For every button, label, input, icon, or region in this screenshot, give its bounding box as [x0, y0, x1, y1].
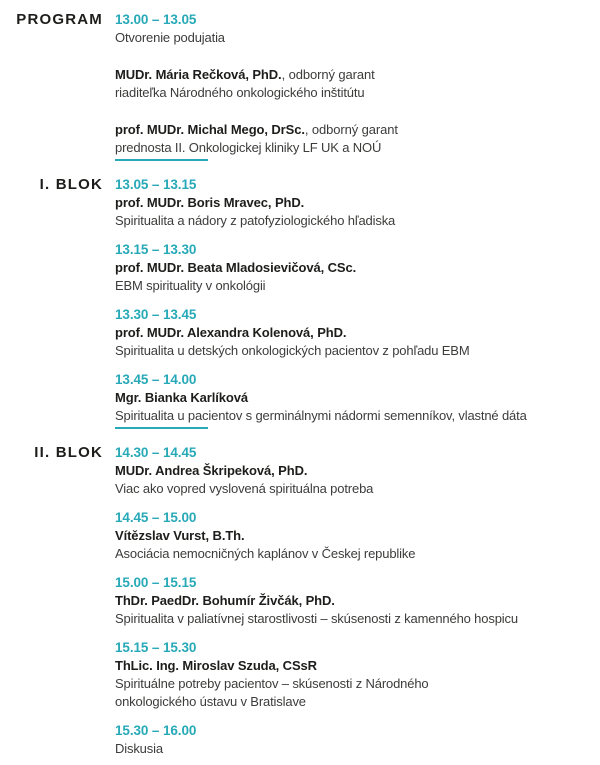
entry-speaker-name: Vítězslav Vurst, B.Th. — [115, 528, 245, 543]
entry-description: Diskusia — [115, 741, 163, 756]
entry-speaker — [115, 259, 594, 277]
entry-time: 13.45 – 14.00 — [115, 372, 197, 387]
entry-speaker-name: ThLic. Ing. Miroslav Szuda, CSsR — [115, 658, 317, 673]
section-blok-2 — [0, 444, 600, 758]
section-divider — [115, 427, 208, 429]
schedule-entry — [115, 121, 594, 157]
schedule-entry — [115, 66, 594, 102]
section-label-cell — [0, 11, 103, 176]
entry-speaker-name: prof. MUDr. Boris Mravec, PhD. — [115, 195, 305, 210]
entry-speaker-role: , odborný garant — [281, 67, 375, 82]
entry-speaker-name: prof. MUDr. Alexandra Kolenová, PhD. — [115, 325, 347, 340]
entry-description: Viac ako vopred vyslovená spirituálna potreba — [115, 481, 374, 496]
entry-speaker — [115, 389, 594, 407]
section-label-cell — [0, 176, 103, 444]
schedule-entry — [115, 574, 594, 628]
entry-description: EBM spirituality v onkológii — [115, 278, 266, 293]
entry-speaker-name: prof. MUDr. Beata Mladosievičová, CSc. — [115, 260, 357, 275]
entry-description: Spirituálne potreby pacientov – skúsenosti z Národného — [115, 676, 429, 691]
schedule-entry — [115, 306, 594, 360]
entry-speaker — [115, 324, 594, 342]
entry-speaker — [115, 527, 594, 545]
entry-speaker — [115, 66, 594, 84]
entry-speaker — [115, 194, 594, 212]
section-label: PROGRAM — [16, 11, 103, 28]
section-divider — [115, 159, 208, 161]
section-content — [115, 11, 600, 176]
schedule-entry — [115, 11, 594, 47]
section-label-cell — [0, 444, 103, 758]
schedule-entry — [115, 176, 594, 230]
entry-speaker-name: MUDr. Andrea Škripeková, PhD. — [115, 463, 308, 478]
section-label: I. BLOK — [39, 176, 103, 193]
entry-speaker-name: MUDr. Mária Rečková, PhD. — [115, 67, 282, 82]
entry-speaker — [115, 121, 594, 139]
entry-speaker — [115, 462, 594, 480]
entry-speaker-name: Mgr. Bianka Karlíková — [115, 390, 249, 405]
entry-description: Asociácia nemocničných kaplánov v Českej republike — [115, 546, 416, 561]
entry-description: riaditeľka Národného onkologického inštitútu — [115, 85, 365, 100]
schedule-entry — [115, 371, 594, 425]
entry-description: prednosta II. Onkologickej kliniky LF UK a NOÚ — [115, 140, 382, 155]
entry-time: 14.30 – 14.45 — [115, 445, 197, 460]
entry-description: Spiritualita v paliatívnej starostlivosti – skúsenosti z kamenného hospicu — [115, 611, 518, 626]
entry-time: 13.30 – 13.45 — [115, 307, 197, 322]
entry-description: Otvorenie podujatia — [115, 30, 225, 45]
entry-description: Spiritualita a nádory z patofyziologického hľadiska — [115, 213, 396, 228]
entry-speaker — [115, 657, 594, 675]
schedule-entry — [115, 241, 594, 295]
entry-speaker-role: , odborný garant — [304, 122, 398, 137]
entry-time: 15.00 – 15.15 — [115, 575, 197, 590]
entry-speaker-name: prof. MUDr. Michal Mego, DrSc. — [115, 122, 305, 137]
entry-description: Spiritualita u pacientov s germinálnymi nádormi semenníkov, vlastné dáta — [115, 408, 527, 423]
entry-time: 13.05 – 13.15 — [115, 177, 197, 192]
section-content — [115, 444, 600, 758]
schedule-entry — [115, 444, 594, 498]
section-blok-1 — [0, 176, 600, 444]
entry-speaker — [115, 592, 594, 610]
entry-description: Spiritualita u detských onkologických pacientov z pohľadu EBM — [115, 343, 470, 358]
entry-time: 13.15 – 13.30 — [115, 242, 197, 257]
schedule-entry — [115, 509, 594, 563]
entry-description: onkologického ústavu v Bratislave — [115, 694, 306, 709]
entry-time: 15.30 – 16.00 — [115, 723, 197, 738]
entry-time: 15.15 – 15.30 — [115, 640, 197, 655]
schedule-entry — [115, 639, 594, 711]
section-program — [0, 11, 600, 176]
entry-time: 14.45 – 15.00 — [115, 510, 197, 525]
section-label: II. BLOK — [34, 444, 103, 461]
section-content — [115, 176, 600, 444]
schedule-entry — [115, 722, 594, 758]
entry-speaker-name: ThDr. PaedDr. Bohumír Živčák, PhD. — [115, 593, 335, 608]
entry-time: 13.00 – 13.05 — [115, 12, 197, 27]
